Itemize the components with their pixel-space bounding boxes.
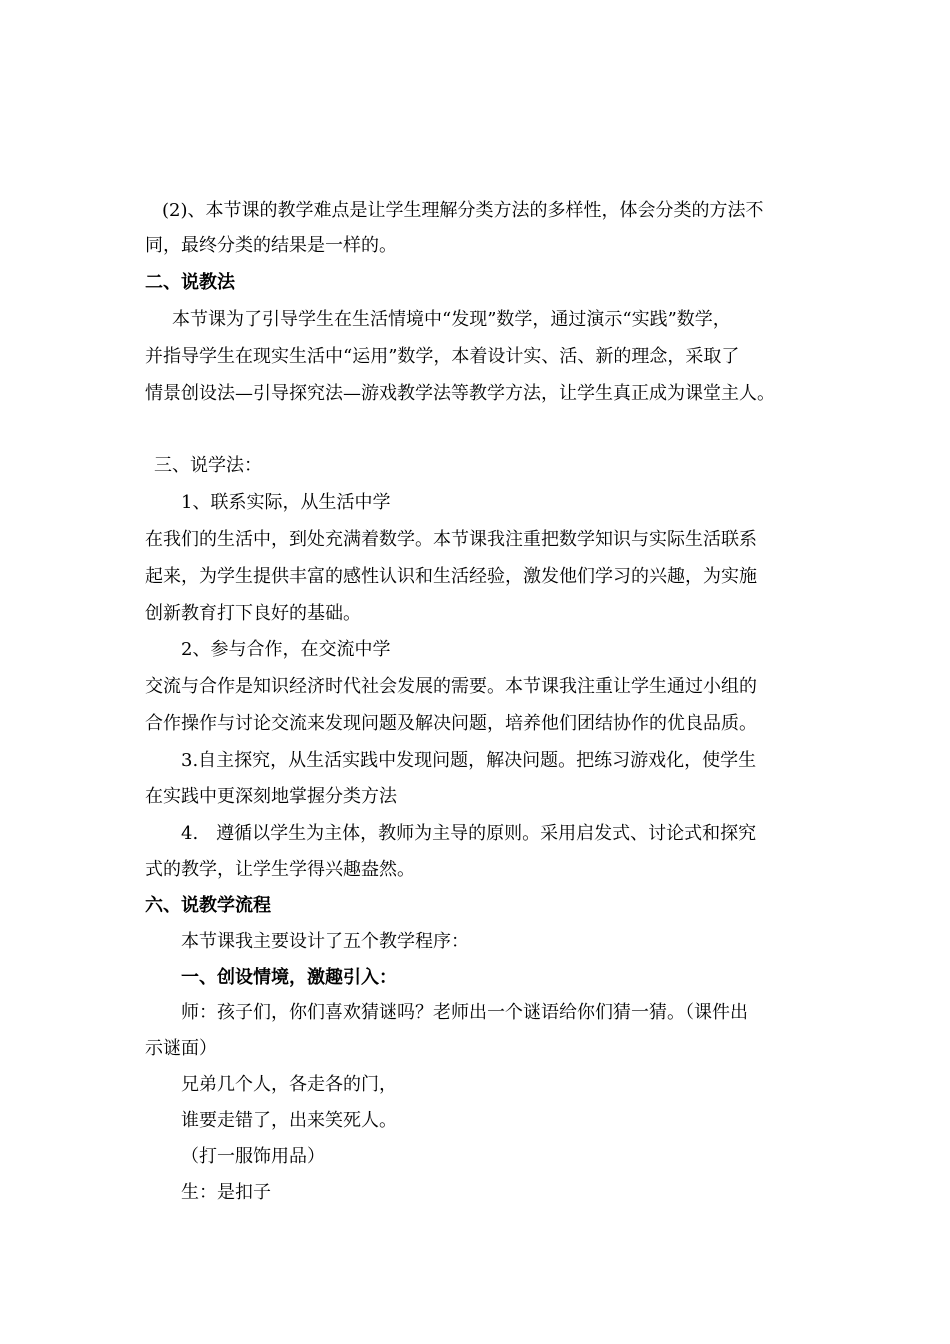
section-heading: 三、说学法： [154, 455, 262, 476]
section-heading: 二、说教法 [145, 272, 235, 293]
paragraph-line: 式的教学，让学生学得兴趣盎然。 [145, 859, 415, 880]
subheading: 2、参与合作，在交流中学 [181, 639, 391, 660]
subheading: 一、创设情境，激趣引入： [181, 967, 397, 988]
paragraph-line: 同，最终分类的结果是一样的。 [145, 235, 397, 256]
paragraph-line: 示谜面） [145, 1038, 217, 1059]
riddle-hint: （打一服饰用品） [181, 1146, 325, 1167]
paragraph-line: 4. 遵循以学生为主体，教师为主导的原则。采用启发式、讨论式和探究 [181, 823, 757, 844]
paragraph-line: 在实践中更深刻地掌握分类方法 [145, 786, 397, 807]
section-heading: 六、说教学流程 [145, 895, 271, 916]
paragraph-line: 生：是扣子 [181, 1182, 271, 1203]
subheading: 1、联系实际，从生活中学 [181, 492, 391, 513]
riddle-line: 谁要走错了，出来笑死人。 [181, 1110, 397, 1131]
paragraph-line: 在我们的生活中，到处充满着数学。本节课我注重把数学知识与实际生活联系 [145, 529, 757, 550]
riddle-line: 兄弟几个人，各走各的门， [181, 1074, 397, 1095]
paragraph-line: 合作操作与讨论交流来发现问题及解决问题，培养他们团结协作的优良品质。 [145, 713, 757, 734]
paragraph-line: 交流与合作是知识经济时代社会发展的需要。本节课我注重让学生通过小组的 [145, 676, 757, 697]
paragraph-line: (2)、本节课的教学难点是让学生理解分类方法的多样性，体会分类的方法不 [162, 200, 764, 221]
paragraph-line: 本节课为了引导学生在生活情境中“发现”数学，通过演示“实践”数学， [172, 309, 731, 330]
paragraph-line: 师：孩子们，你们喜欢猜谜吗？老师出一个谜语给你们猜一猜。（课件出 [181, 1002, 748, 1023]
paragraph-line: 并指导学生在现实生活中“运用”数学，本着设计实、活、新的理念，采取了 [145, 346, 740, 367]
paragraph-line: 创新教育打下良好的基础。 [145, 603, 361, 624]
paragraph-line: 起来，为学生提供丰富的感性认识和生活经验，激发他们学习的兴趣，为实施 [145, 566, 757, 587]
paragraph-line: 3.自主探究，从生活实践中发现问题，解决问题。把练习游戏化，使学生 [181, 750, 757, 771]
paragraph-line: 情景创设法—引导探究法—游戏教学法等教学方法，让学生真正成为课堂主人。 [145, 383, 775, 404]
paragraph-line: 本节课我主要设计了五个教学程序： [181, 931, 469, 952]
